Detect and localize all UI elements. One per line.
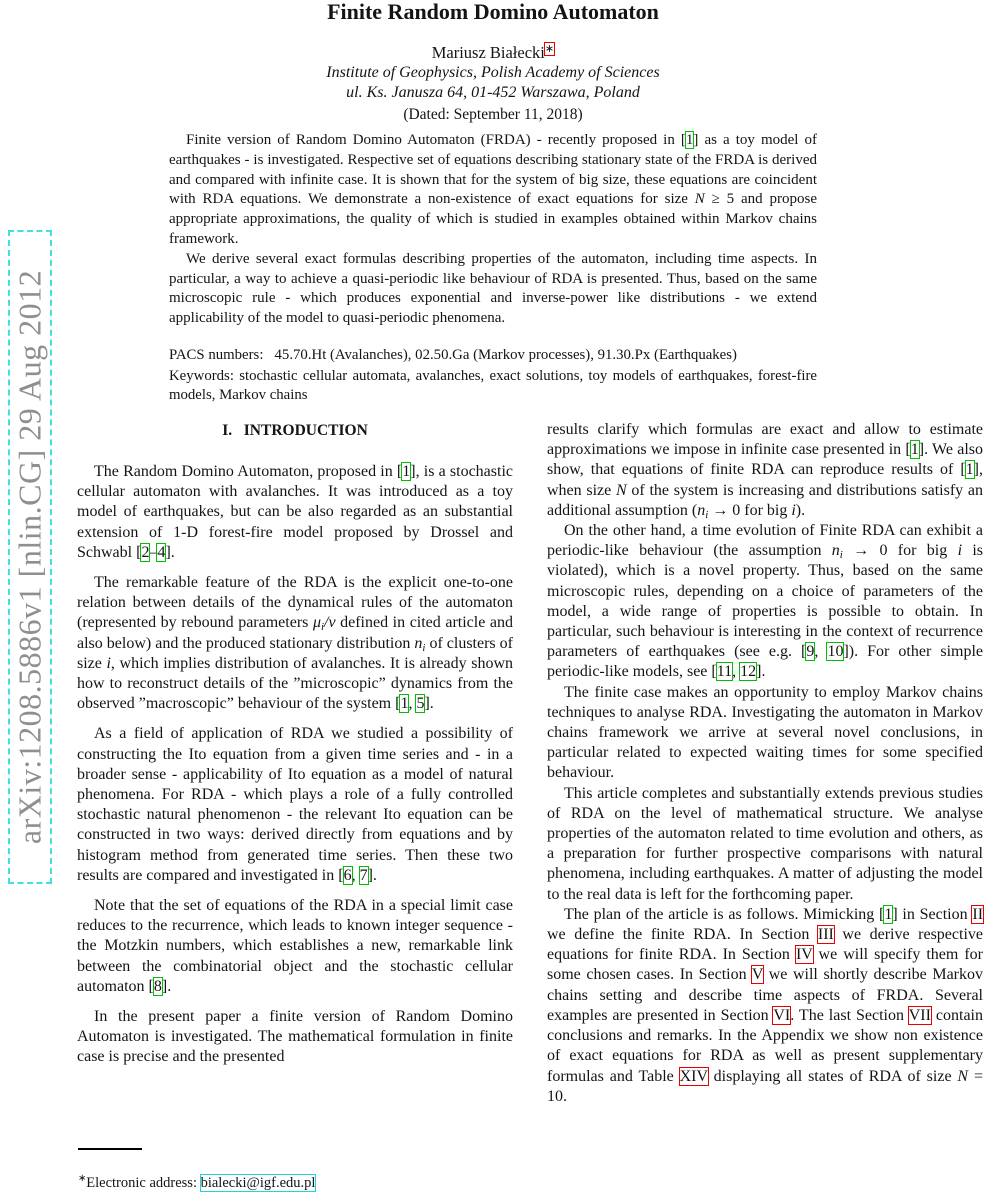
paragraph: This article completes and substantially extends previous studies of RDA on the level of mathematical structure. We analyse properties of the automaton related to time evolution and others, as a preparation for further prospective comparisons with natural phenomena, including earthquakes. A matter of adjusting the model to the real data is left for the forthcoming paper. (547, 784, 983, 903)
citation-link[interactable]: 11 (716, 663, 733, 681)
math-var: i (839, 549, 843, 562)
arxiv-watermark (8, 230, 52, 884)
section-heading-introduction: I. INTRODUCTION (222, 422, 368, 439)
math-var: n (414, 634, 423, 652)
math-var: N (694, 191, 705, 208)
citation-link[interactable]: 1 (400, 695, 409, 713)
math-var: /ν (324, 614, 336, 632)
math-var: i (705, 508, 709, 521)
citation-link[interactable]: 12 (740, 663, 757, 681)
ref-link[interactable]: V (751, 966, 764, 984)
citation-link[interactable]: 1 (965, 461, 974, 479)
paragraph: We derive several exact formulas describing properties of the automaton, including time aspects. In particular, a way to achieve a quasi-periodic like behaviour of RDA is presented. Thus, based on the same microscopic rule - which produces exponential and inverse-power like distributions - we extend applicability of the model to quasi-periodic phenomena. (169, 250, 817, 327)
paper-header (0, 0, 986, 124)
math-var: n (831, 542, 840, 560)
left-column (77, 420, 513, 1068)
math-var: i (320, 621, 325, 634)
citation-link[interactable]: 4 (157, 543, 166, 561)
right-column-paragraphs (547, 420, 983, 1107)
citation-link[interactable]: 6 (343, 866, 352, 884)
citation-link[interactable]: 9 (806, 643, 815, 661)
ref-link[interactable]: VI (773, 1006, 791, 1024)
paragraph: Finite version of Random Domino Automaton (FRDA) - recently proposed in [1] as a toy model of earthquakes - is investigated. Respective set of equations describing stationary state of the FRDA is derived and compared with infinite case. It is shown that for the system of big size, these equations are coincident with RDA equations. We demonstrate a non-existence of exact equations for size N ≥ 5 and propose appropriate approximations, the quality of which is studied in examples obtained within Markov chains framework. (169, 132, 817, 247)
math-var: i (791, 501, 796, 519)
citation-link[interactable]: 7 (359, 866, 368, 884)
left-column-paragraphs (77, 462, 513, 1068)
paragraph: The Random Domino Automaton, proposed in [1], is a stochastic cellular automaton with avalanches. It was introduced as a toy model of earthquakes, but can be also regarded as an substantial extension of 1-D forest-fire model proposed by Drossel and Schwabl [2–4]. (77, 463, 514, 561)
date-line: (Dated: September 11, 2018) (403, 106, 583, 123)
ref-link[interactable]: II (972, 905, 984, 923)
paragraph: On the other hand, a time evolution of Finite RDA can exhibit a periodic-like behaviour (the assumption $n_i \to 0$ for big i is violated), which is a novel property. Thus, based on the same microscopic rules, depending on a choice of parameters of the model, a wide range of properties is possible to obtain. In particular, such behaviour is interesting in the context of recurrence parameters of earthquakes (see e.g. [9, 10]). For other simple periodic-like models, see [11, 12]. (547, 522, 984, 681)
footnote-block (78, 1148, 514, 1192)
email-link[interactable]: bialecki@igf.edu.pl (200, 1175, 316, 1191)
pacs-line: PACS numbers: 45.70.Ht (Avalanches), 02.50.Ga (Markov processes), 91.30.Px (Earthquakes) (169, 346, 737, 363)
math-var: i (106, 654, 111, 672)
paragraph: As a field of application of RDA we studied a possibility of constructing the Ito equation from a given time series and - in a broader sense - applicability of Ito equation as a model of natural phenomena. For RDA - which plays a role of a fully controlled stochastic natural phenomenon - the relevant Ito equation can be constructed in two ways: derived directly from equations and by histogram method from generated time series. Then these two results are compared and investigated in [6, 7]. (77, 725, 513, 884)
citation-link[interactable]: 1 (884, 905, 893, 923)
footnote-marker: ∗ (78, 1173, 87, 1185)
affiliation-line-2: ul. Ks. Janusza 64, 01-452 Warszawa, Poland (346, 84, 640, 101)
ref-link[interactable]: VII (908, 1006, 931, 1024)
citation-link[interactable]: 1 (685, 132, 694, 148)
math-var: i (422, 641, 426, 654)
paragraph: Note that the set of equations of the RDA in a special limit case reduces to the recurrence, which leads to known integer sequence - the Motzkin numbers, which establishes a new, remarkable link between the combinatorial object and the stochastic cellular automaton [8]. (77, 897, 513, 995)
math-var: n (697, 501, 706, 519)
citation-link[interactable]: 2 (141, 543, 150, 561)
citation-link[interactable]: 8 (153, 977, 162, 995)
citation-link[interactable]: 10 (827, 643, 844, 661)
ref-link[interactable]: IV (795, 946, 813, 964)
author-name: Mariusz Białecki (431, 43, 545, 62)
two-column-body (77, 420, 983, 1107)
author-line (0, 44, 986, 62)
math-var: N (616, 481, 627, 499)
author-footnote-marker[interactable]: ∗ (544, 42, 555, 55)
footnote-label: Electronic address: (86, 1175, 201, 1191)
math-var: N (957, 1067, 969, 1085)
affiliation-line-1: Institute of Geophysics, Polish Academy of Sciences (326, 64, 660, 81)
ref-link[interactable]: XIV (679, 1067, 708, 1085)
paper-title: Finite Random Domino Automaton (327, 0, 659, 24)
citation-link[interactable]: 1 (910, 441, 919, 459)
paragraph: The plan of the article is as follows. Mimicking [1] in Section II we define the finite RDA. In Section III we derive respective equations for finite RDA. In Section IV we will specify them for some chosen cases. In Section V we will shortly describe Markov chains setting and describe time aspects of FRDA. Several examples are presented in Section VI. The last Section VII contain conclusions and remarks. In the Appendix we show non existence of exact equations for RDA as well as present supplementary formulas and Table XIV displaying all states of RDA of size N = 10. (547, 905, 984, 1105)
paragraph: The remarkable feature of the RDA is the explicit one-to-one relation between details of the dynamical rules of the automaton (represented by rebound parameters $\mu_i/\nu$ defined in cited article and also below) and the produced stationary distribution $n_i$ of clusters of size i, which implies distribution of avalanches. It is already shown how to reconstruct details of the ”microscopic” dynamics from the observed ”macroscopic” behaviour of the system [1, 5]. (77, 574, 514, 713)
abstract-block (169, 131, 817, 404)
footnote-text (78, 1174, 514, 1192)
math-var: i (957, 542, 963, 560)
paragraph: The finite case makes an opportunity to employ Markov chains techniques to analyse RDA. Investigating the automaton in Markov chains framework we arrive at several novel conclusions, in particular related to expected waiting times for some specified behaviour. (547, 683, 983, 782)
right-column (547, 420, 983, 1107)
footnote-rule (78, 1148, 142, 1150)
ref-link[interactable]: III (817, 926, 834, 944)
math-var: μ (312, 614, 321, 632)
abstract-paragraphs (169, 131, 817, 329)
arxiv-watermark-text: arXiv:1208.5886v1 [nlin.CG] 29 Aug 2012 (11, 269, 48, 845)
paragraph: In the present paper a finite version of Random Domino Automaton is investigated. The mathematical formulation in finite case is precise and the presented (77, 1008, 513, 1066)
keywords-line: Keywords: stochastic cellular automata, avalanches, exact solutions, toy models of earthquakes, forest-fire models, Markov chains (169, 368, 817, 403)
paragraph: results clarify which formulas are exact and allow to estimate approximations we impose in infinite case presented in [1]. We also show, that equations of finite RDA can reproduce results of [1], when size N of the system is increasing and distributions satisfy an additional assumption ($n_i \to 0$ for big i). (547, 421, 983, 521)
citation-link[interactable]: 1 (402, 463, 411, 480)
citation-link[interactable]: 5 (416, 695, 425, 713)
